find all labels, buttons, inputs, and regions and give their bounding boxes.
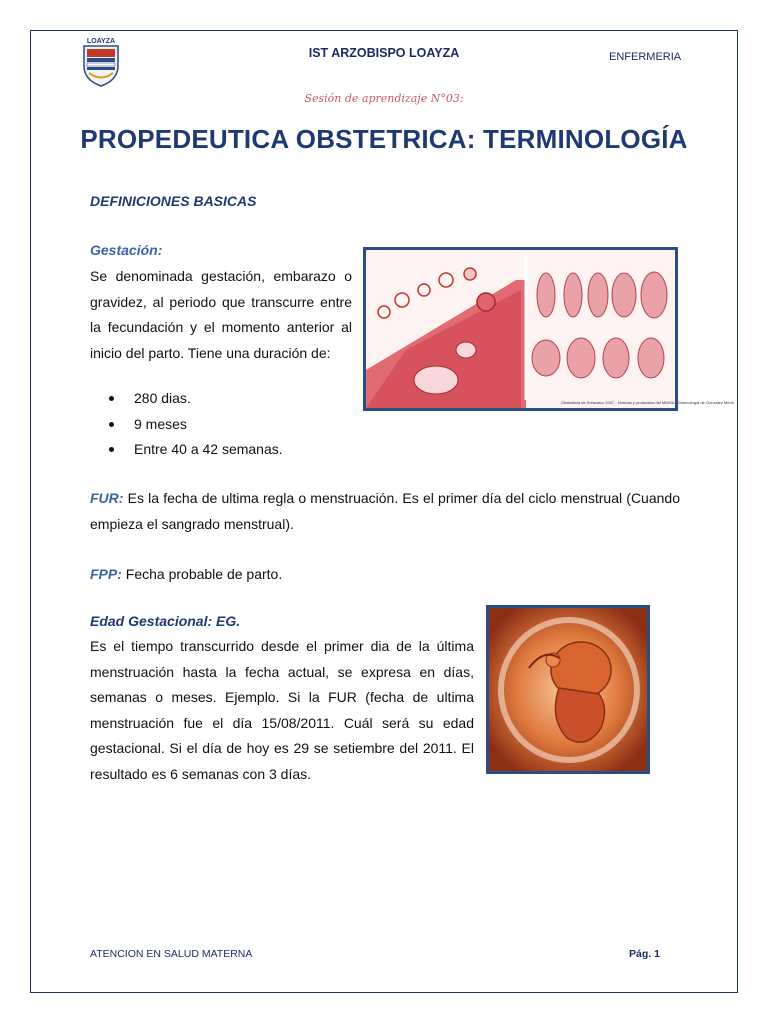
eg-heading: Edad Gestacional: EG. bbox=[90, 613, 241, 629]
session-label: Sesión de aprendizaje N°03: bbox=[304, 92, 464, 105]
gestacion-heading: Gestación: bbox=[90, 242, 163, 258]
institution-logo bbox=[78, 36, 124, 88]
eg-text: Es el tiempo transcurrido desde el primer dia de la última menstruación hasta la fecha actual, se expresa en días, semanas o meses. Ejemplo. Si la FUR (fecha de ultima menstruación fue el día 15/08/2011. Cuál será su edad gestacional. Si el día de hoy es 29 se setiembre del 2011. El resultado es 6 semanas con 3 días. bbox=[90, 638, 474, 782]
section-heading: DEFINICIONES BASICAS bbox=[90, 193, 257, 209]
list-item: 9 meses bbox=[134, 412, 283, 438]
duration-list bbox=[90, 386, 283, 463]
page-number: Pág. 1 bbox=[629, 948, 660, 960]
department-label: ENFERMERIA bbox=[609, 51, 682, 63]
fur-text: Es la fecha de ultima regla o menstruación. Es el primer día del ciclo menstrual (Cuando empieza el sangrado menstrual). bbox=[90, 490, 680, 532]
logo-text: LOAYZA bbox=[86, 38, 116, 45]
embryo-development-image bbox=[363, 247, 734, 411]
fpp-text: Fecha probable de parto. bbox=[121, 566, 283, 582]
svg-text:Obstetricia de Schwarcz 2007 -: Obstetricia de Schwarcz 2007 - Normas y protocolos del MINSA - Ginecología de Gonzalez Merlo bbox=[561, 400, 734, 405]
fetus-image bbox=[486, 605, 650, 774]
page-title: PROPEDEUTICA OBSTETRICA: TERMINOLOGÍA bbox=[80, 124, 688, 154]
list-item: Entre 40 a 42 semanas. bbox=[134, 437, 283, 463]
fur-definition bbox=[90, 486, 680, 537]
gestacion-text: Se denominada gestación, embarazo o gravidez, al periodo que transcurre entre la fecundación y el momento anterior al inicio del parto. Tiene una duración de: bbox=[90, 268, 352, 361]
fpp-label: FPP: bbox=[90, 566, 122, 582]
fur-label: FUR: bbox=[90, 490, 124, 506]
institution-name: IST ARZOBISPO LOAYZA bbox=[308, 46, 460, 60]
fpp-definition bbox=[90, 562, 680, 588]
list-item: 280 dias. bbox=[134, 386, 283, 412]
footer-course-name: ATENCION EN SALUD MATERNA bbox=[90, 948, 253, 960]
